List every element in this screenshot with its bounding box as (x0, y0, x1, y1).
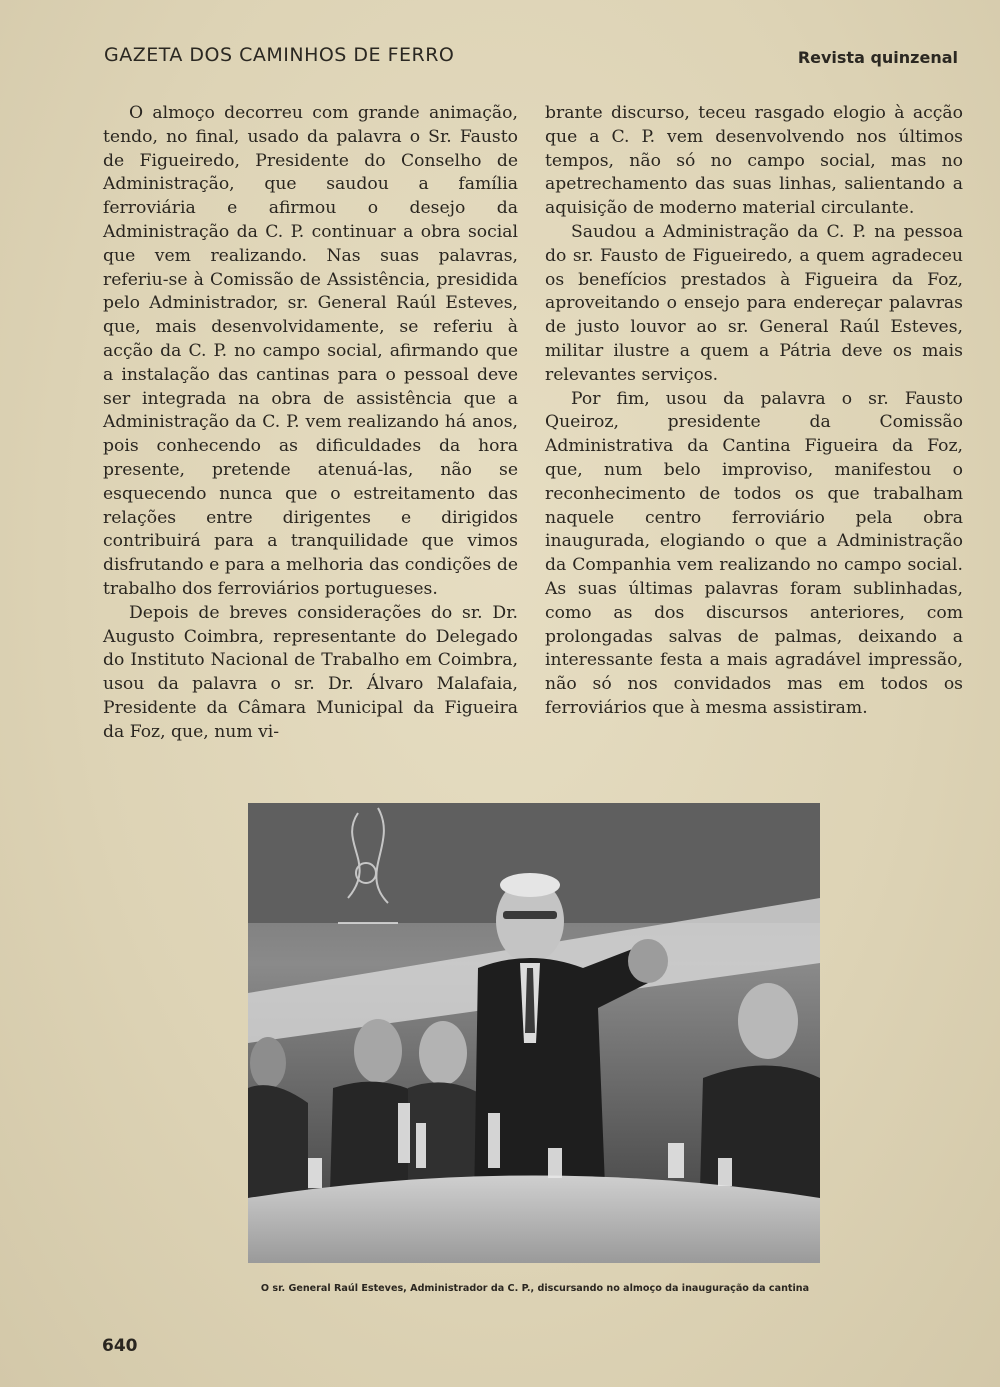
publication-title: GAZETA DOS CAMINHOS DE FERRO (104, 44, 455, 66)
article-paragraph: Por fim, usou da palavra o sr. Fausto Queiroz, presidente da Comissão Administrativa da Cantina Figueira da Foz, que, num belo improviso, manifestou o reconhecimento de todos os que trabalham naquele centro ferroviário pela obra inaugurada, elogiando o que a Administração da Companhia vem realizando no campo social. As suas últimas palavras foram sublinhadas, como as dos discursos anteriores, com prolongadas salvas de palmas, deixando a interessante festa a mais agradável impressão, não só nos convidados mas em todos os ferroviários que à mesma assistiram. (545, 388, 963, 718)
photo-caption: O sr. General Raúl Esteves, Administrador da C. P., discursando no almoço da inauguração da cantina (260, 1283, 810, 1294)
publication-subtitle: Revista quinzenal (797, 48, 958, 67)
article-paragraph: O almoço decorreu com grande animação, tendo, no final, usado da palavra o Sr. Fausto de Figueiredo, Presidente do Conselho de Administração, que saudou a família ferroviária e afirmou o desejo da Administração da C. P. continuar a obra social que vem realizando. Nas suas palavras, referiu-se à Comissão de Assistência, presidida pelo Administrador, sr. General Raúl Esteves, que, mais desenvolvidamente, se referiu à acção da C. P. no campo social, afirmando que a instalação das cantinas para o pessoal deve ser integrada na obra de assistência que a Administração da C. P. vem realizando há anos, pois conhecendo as dificuldades da hora presente, pretende atenuá-las, não se esquecendo nunca que o estreitamento das relações entre dirigentes e dirigidos contribuirá para a tranquilidade que vimos disfrutando e para a melhoria das condições de trabalho dos ferroviários portugueses. (103, 103, 518, 599)
article-column-left (103, 102, 518, 745)
article-column-right (545, 102, 963, 721)
article-paragraph: Depois de breves considerações do sr. Dr. Augusto Coimbra, representante do Delegado do Instituto Nacional de Trabalho em Coimbra, usou da palavra o sr. Dr. Álvaro Malafaia, Presidente da Câmara Municipal da Figueira da Foz, que, num vi- (103, 602, 518, 742)
article-photo (248, 803, 820, 1263)
article-paragraph: brante discurso, teceu rasgado elogio à acção que a C. P. vem desenvolvendo nos últimos tempos, não só no campo social, mas no apetrechamento das suas linhas, salientando a aquisição de moderno material circulante. (545, 103, 963, 219)
article-paragraph: Saudou a Administração da C. P. na pessoa do sr. Fausto de Figueiredo, a quem agradeceu os benefícios prestados à Figueira da Foz, aproveitando o ensejo para endereçar palavras de justo louvor ao sr. General Raúl Esteves, militar ilustre a quem a Pátria deve os mais relevantes serviços. (545, 221, 963, 385)
page-number: 640 (102, 1336, 138, 1356)
banquet-photo-illustration (248, 803, 820, 1263)
